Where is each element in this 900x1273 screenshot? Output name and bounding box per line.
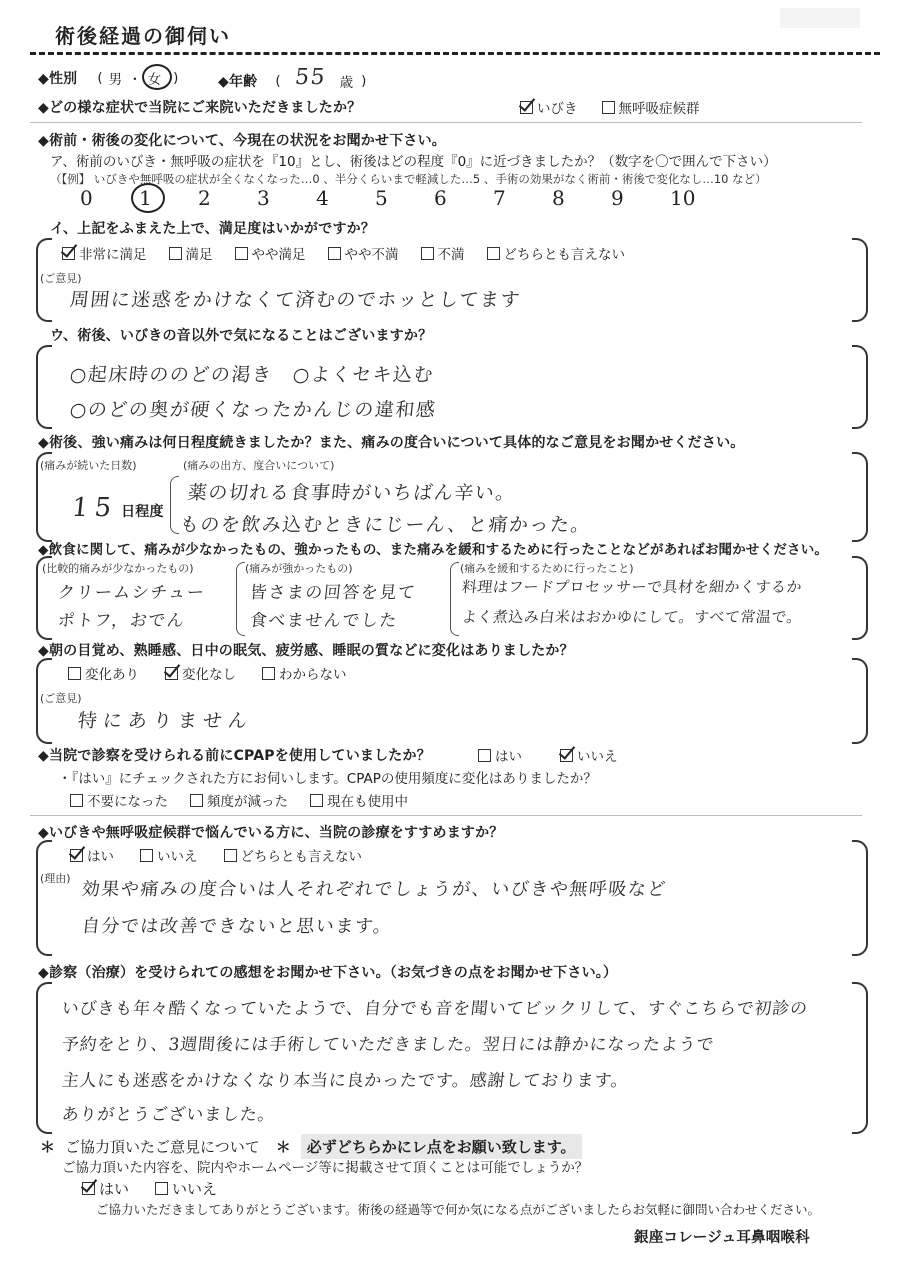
checkbox[interactable] bbox=[328, 247, 341, 260]
consent-option-no[interactable] bbox=[155, 1178, 217, 1199]
age-paren-close: ) bbox=[361, 72, 367, 89]
pain-days-suffix: 日程度 bbox=[121, 504, 164, 520]
food-col3-line2[interactable]: よく煮込み白米はおかゆにして。すべて常温で。 bbox=[461, 608, 804, 626]
recommend-reason-label: (理由) bbox=[40, 872, 71, 885]
satisfaction-question: イ、上記をふまえた上で、満足度はいかがですか？ bbox=[50, 221, 376, 237]
gender-male[interactable]: 男 bbox=[108, 72, 123, 88]
food-col3-label: (痛みを緩和するために行ったこと) bbox=[460, 562, 634, 575]
cpap-sub-options bbox=[70, 790, 408, 810]
option-label: いいえ bbox=[157, 849, 198, 865]
sleep-opinion-label: (ご意見) bbox=[40, 692, 82, 705]
sleep-question: ◆朝の目覚め、熟睡感、日中の眠気、疲労感、睡眠の質などに変化はありましたか？ bbox=[38, 643, 574, 659]
food-divider-2 bbox=[450, 562, 459, 636]
checkbox-checked[interactable] bbox=[520, 101, 533, 114]
page-title: 術後経過の御伺い bbox=[55, 24, 231, 48]
other-bracket-right bbox=[852, 345, 868, 429]
checkbox[interactable] bbox=[224, 849, 237, 862]
recommend-option-neutral[interactable] bbox=[224, 845, 363, 865]
cpap-sub-option[interactable] bbox=[70, 790, 168, 810]
checkbox[interactable] bbox=[140, 849, 153, 862]
checkbox[interactable] bbox=[487, 247, 500, 260]
scale-2[interactable]: 2 bbox=[198, 186, 211, 210]
change-scale bbox=[80, 186, 729, 210]
checkbox[interactable] bbox=[602, 101, 615, 114]
food-col1-label: (比較的痛みが少なかったもの) bbox=[42, 562, 194, 575]
checkbox[interactable] bbox=[310, 794, 323, 807]
impression-line4[interactable]: ありがとうございました。 bbox=[60, 1105, 277, 1125]
consent-emphasis: 必ずどちらかにレ点をお願い致します。 bbox=[301, 1134, 582, 1159]
scale-selected-circle bbox=[131, 183, 165, 213]
gender-female-label: 女 bbox=[147, 72, 162, 88]
gender-dot: ・ bbox=[128, 72, 142, 88]
scale-1[interactable] bbox=[139, 186, 198, 210]
scale-3[interactable]: 3 bbox=[257, 186, 270, 210]
scale-0[interactable]: 0 bbox=[80, 186, 93, 210]
recommend-option-yes[interactable] bbox=[70, 845, 114, 865]
satisfaction-option[interactable] bbox=[169, 243, 213, 263]
satisfaction-option[interactable] bbox=[328, 243, 399, 263]
impression-line1[interactable]: いびきも年々酷くなっていたようで、自分でも音を聞いてビックリして、すぐこちらで初診の bbox=[60, 999, 809, 1019]
option-label: 不要になった bbox=[87, 794, 168, 810]
cpap-sub-option[interactable] bbox=[310, 790, 408, 810]
symptom-option-apnea[interactable] bbox=[602, 97, 700, 117]
cpap-option-yes[interactable] bbox=[478, 745, 522, 765]
sleep-bracket-right bbox=[852, 658, 868, 744]
pain-question: ◆術後、強い痛みは何日程度続きましたか？また、痛みの度合いについて具体的なご意見をお聞かせください。 bbox=[38, 435, 745, 451]
checkbox-checked[interactable] bbox=[82, 1182, 95, 1195]
satisfaction-opinion[interactable]: 周囲に迷惑をかけなくて済むのでホッとしてます bbox=[68, 289, 523, 311]
checkbox-checked[interactable] bbox=[70, 849, 83, 862]
pain-detail-line2[interactable]: ものを飲み込むときにじーん、と痛かった。 bbox=[178, 514, 593, 536]
section-divider bbox=[30, 815, 862, 816]
consent-option-yes[interactable] bbox=[82, 1178, 129, 1199]
age-suffix: 歳 bbox=[339, 74, 354, 91]
checkbox[interactable] bbox=[421, 247, 434, 260]
food-col2-line1[interactable]: 皆さまの回答を見て bbox=[248, 583, 418, 603]
recommend-question: ◆いびきや無呼吸症候群で悩んでいる方に、当院の診療をすすめますか？ bbox=[38, 825, 504, 841]
impression-question: ◆診察（治療）を受けられての感想をお聞かせ下さい。（お気づきの点をお聞かせ下さい。） bbox=[38, 965, 618, 981]
recommend-options bbox=[70, 845, 362, 865]
food-bracket-right bbox=[852, 556, 868, 640]
scale-1-label: 1 bbox=[139, 186, 152, 210]
option-label: 非常に満足 bbox=[79, 247, 147, 263]
gender-row bbox=[38, 68, 178, 88]
option-label: わからない bbox=[279, 667, 347, 683]
other-bracket-left bbox=[36, 345, 52, 429]
pain-detail-label: (痛みの出方、度合いについて) bbox=[183, 459, 335, 472]
option-label: はい bbox=[495, 749, 522, 765]
checkbox-checked[interactable] bbox=[165, 667, 178, 680]
clinic-name: 銀座コレージュ耳鼻咽喉科 bbox=[634, 1230, 810, 1246]
change-example: （【例】 いびきや無呼吸の症状が全くなくなった…0 、半分くらいまで軽減した…5 、手術の効果がなく術前・術後で変化なし…10 など） bbox=[50, 172, 767, 186]
option-label: 頻度が減った bbox=[207, 794, 288, 810]
option-label: やや不満 bbox=[344, 247, 399, 263]
satisfaction-option[interactable] bbox=[235, 243, 306, 263]
pain-days-label: (痛みが続いた日数) bbox=[40, 459, 137, 472]
option-label: どちらとも言えない bbox=[503, 247, 625, 263]
symptom-option-snoring[interactable] bbox=[520, 97, 578, 117]
impression-bracket-right bbox=[852, 982, 868, 1134]
food-col2-label: (痛みが強かったもの) bbox=[245, 562, 353, 575]
option-label: 不満 bbox=[437, 247, 465, 263]
pain-days bbox=[72, 493, 164, 523]
consent-options bbox=[82, 1178, 217, 1199]
consent-question: ご協力頂いた内容を、院内やホームページ等に掲載させて頂くことは可能でしょうか？ bbox=[62, 1160, 589, 1176]
other-concern-line2[interactable]: ○のどの奥が硬くなったかんじの違和感 bbox=[68, 399, 438, 421]
food-col3-line1[interactable]: 料理はフードプロセッサーで具材を細かくするか bbox=[461, 578, 804, 596]
pain-days-value[interactable]: 15 bbox=[70, 493, 119, 523]
consent-heading: ご協力頂いたご意見について bbox=[65, 1138, 260, 1156]
option-label: 無呼吸症候群 bbox=[618, 101, 700, 117]
pain-bracket-right bbox=[852, 452, 868, 542]
sleep-options bbox=[68, 663, 347, 683]
gender-selected-circle bbox=[142, 64, 172, 90]
age-label: ◆年齢 bbox=[218, 73, 258, 90]
scale-5[interactable]: 5 bbox=[375, 186, 388, 210]
option-label: いびき bbox=[537, 101, 578, 117]
section-divider bbox=[30, 122, 862, 123]
recommend-option-no[interactable] bbox=[140, 845, 198, 865]
footer-thanks: ご協力いただきましてありがとうございます。術後の経過等で何か気になる点がございましたらお気軽に御問い合わせください。 bbox=[96, 1202, 821, 1217]
food-question: ◆飲食に関して、痛みが少なかったもの、強かったもの、また痛みを緩和するために行ったことなどがあればお聞かせください。 bbox=[38, 542, 829, 558]
checkbox[interactable] bbox=[235, 247, 248, 260]
scale-6[interactable]: 6 bbox=[434, 186, 447, 210]
scale-10[interactable]: 10 bbox=[670, 186, 696, 210]
age-row bbox=[218, 65, 367, 93]
checkbox[interactable] bbox=[155, 1182, 168, 1195]
impression-bracket-left bbox=[36, 982, 52, 1134]
gender-female[interactable] bbox=[148, 68, 162, 88]
title-dashed-rule bbox=[30, 52, 880, 55]
satisfaction-options bbox=[62, 243, 625, 263]
food-col1-line2[interactable]: ポトフ，おでん bbox=[56, 611, 187, 631]
other-concern-line1[interactable]: ○起床時ののどの渇き ○よくセキ込む bbox=[68, 364, 436, 386]
scale-7[interactable]: 7 bbox=[493, 186, 506, 210]
scale-9[interactable]: 9 bbox=[611, 186, 624, 210]
satisfaction-bracket-right bbox=[852, 238, 868, 322]
sleep-opinion[interactable]: 特にありません bbox=[76, 710, 255, 732]
satisfaction-opinion-label: (ご意見) bbox=[40, 272, 82, 285]
checkbox[interactable] bbox=[478, 749, 491, 762]
option-label: 満足 bbox=[185, 247, 213, 263]
option-label: 変化あり bbox=[85, 667, 139, 683]
option-label: 変化なし bbox=[182, 667, 236, 683]
checkbox[interactable] bbox=[70, 794, 83, 807]
checkbox[interactable] bbox=[169, 247, 182, 260]
cpap-sub-option[interactable] bbox=[190, 790, 288, 810]
impression-line3[interactable]: 主人にも迷惑をかけなくなり本当に良かったです。感謝しております。 bbox=[60, 1071, 630, 1091]
cpap-option-no[interactable] bbox=[560, 745, 618, 765]
food-col2-line2[interactable]: 食べませんでした bbox=[248, 611, 399, 631]
satisfaction-option[interactable] bbox=[62, 243, 147, 263]
checkbox[interactable] bbox=[262, 667, 275, 680]
cpap-sub-question: ・『はい』にチェックされた方にお伺いします。CPAPの使用頻度に変化はありましたか？ bbox=[58, 771, 597, 787]
cpap-options bbox=[478, 745, 618, 765]
impression-line2[interactable]: 予約をとり、3週間後には手術していただきました。翌日には静かになったようで bbox=[60, 1035, 716, 1055]
age-paren-open: ( bbox=[275, 72, 281, 89]
option-label: 現在も使用中 bbox=[327, 794, 408, 810]
change-question: ◆術前・術後の変化について、今現在の状況をお聞かせ下さい。 bbox=[38, 133, 447, 149]
pain-detail-line1[interactable]: 薬の切れる食事時がいちばん辛い。 bbox=[186, 482, 518, 504]
option-label: はい bbox=[99, 1180, 130, 1198]
scale-4[interactable]: 4 bbox=[316, 186, 329, 210]
gender-label: ◆性別 bbox=[38, 71, 78, 87]
faint-stamp bbox=[780, 8, 860, 28]
option-label: やや満足 bbox=[251, 247, 306, 263]
satisfaction-option[interactable] bbox=[421, 243, 465, 263]
consent-star: ＊ bbox=[275, 1138, 291, 1156]
option-label: はい bbox=[87, 849, 114, 865]
recommend-reason-line1[interactable]: 効果や痛みの度合いは人それぞれでしょうが、いびきや無呼吸など bbox=[80, 879, 668, 900]
scale-8[interactable]: 8 bbox=[552, 186, 565, 210]
age-value[interactable]: 55 bbox=[293, 65, 327, 90]
checkbox[interactable] bbox=[190, 794, 203, 807]
other-concern-question: ウ、術後、いびきの音以外で気になることはございますか？ bbox=[50, 328, 433, 344]
checkbox-checked[interactable] bbox=[560, 749, 573, 762]
option-label: いいえ bbox=[172, 1180, 218, 1198]
recommend-reason-line2[interactable]: 自分では改善できないと思います。 bbox=[80, 916, 394, 937]
cpap-question: ◆当院で診察を受けられる前にCPAPを使用していましたか？ bbox=[38, 748, 431, 764]
food-divider-1 bbox=[236, 562, 245, 636]
option-label: いいえ bbox=[577, 749, 618, 765]
symptom-options bbox=[520, 97, 700, 117]
option-label: どちらとも言えない bbox=[240, 849, 362, 865]
symptom-question: ◆どの様な症状で当院にご来院いただきましたか？ bbox=[38, 100, 362, 116]
sleep-option[interactable] bbox=[262, 663, 347, 683]
gender-paren-close: ) bbox=[173, 70, 179, 86]
checkbox-checked[interactable] bbox=[62, 247, 75, 260]
gender-paren-open: ( bbox=[97, 70, 103, 86]
pain-divider bbox=[170, 476, 179, 534]
checkbox[interactable] bbox=[68, 667, 81, 680]
change-sub-a: ア、術前のいびき・無呼吸の症状を『10』とし、術後はどの程度『0』に近づきましたか？（数字を〇で囲んで下さい） bbox=[50, 154, 777, 170]
food-col1-line1[interactable]: クリームシチュー bbox=[56, 583, 207, 603]
sleep-option[interactable] bbox=[68, 663, 139, 683]
satisfaction-option[interactable] bbox=[487, 243, 626, 263]
recommend-bracket-left bbox=[36, 840, 52, 956]
recommend-bracket-right bbox=[852, 840, 868, 956]
consent-star: ＊ bbox=[40, 1138, 56, 1156]
sleep-option[interactable] bbox=[165, 663, 236, 683]
